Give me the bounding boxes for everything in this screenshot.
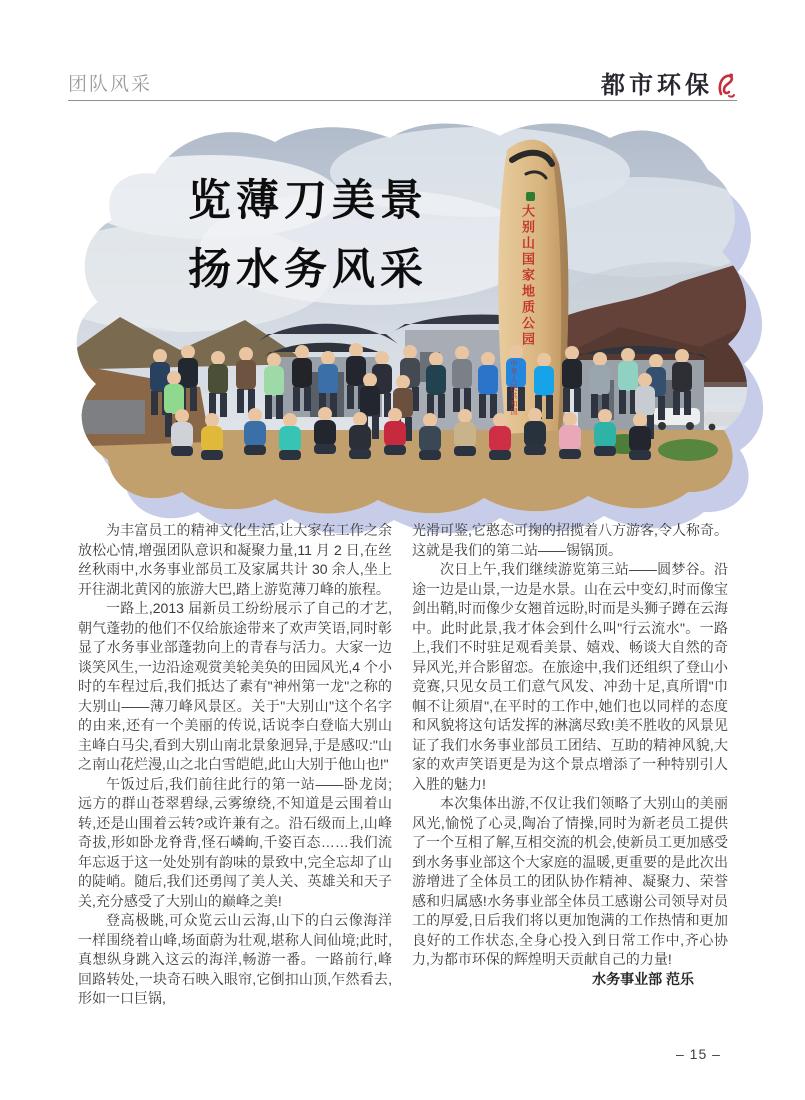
monument-sub-inscription: 中华人民共和国	[510, 360, 517, 416]
logo-bird-icon	[715, 72, 737, 100]
monument-inscription: 大别山国家地质公园	[520, 204, 535, 348]
feature-photo	[60, 112, 776, 540]
magazine-logo	[601, 72, 737, 98]
article-left-column	[78, 521, 392, 1009]
photo-title-line1: 览薄刀美景	[188, 178, 428, 225]
article-byline: 水务事业部 范乐	[592, 970, 694, 987]
paragraph-4-continued: 光滑可鉴,它憨态可掬的招揽着八方游客,令人称奇。这就是我们的第二站——锡锅顶。	[412, 522, 728, 558]
photo-title	[188, 168, 428, 306]
header-divider	[68, 100, 737, 101]
paragraph-1: 为丰富员工的精神文化生活,让大家在工作之余放松心情,增强团队意识和凝聚力量,11 月 2 日,在丝丝秋雨中,水务事业部员工及家属共计 30 余人,坐上开往湖北黄冈的旅游大巴,踏上游览薄刀峰的旅程。	[78, 522, 392, 597]
paragraph-3: 午饭过后,我们前往此行的第一站——卧龙岗;远方的群山苍翠碧绿,云雾缭绕,不知道是云围着山转,还是山围着云转?或许兼有之。沿石级而上,山峰奇拔,形如卧龙脊背,怪石嶙峋,千姿百态……我们流年忘返于这一处处别有韵味的景致中,完全忘却了山的陡峭。随后,我们还勇闯了美人关、英雄关和天子关,充分感受了大别山的巅峰之美!	[78, 775, 392, 909]
page-header	[68, 66, 737, 100]
paragraph-2: 一路上,2013 届新员工纷纷展示了自己的才艺,朝气蓬勃的他们不仅给旅途带来了欢声笑语,同时彰显了水务事业部蓬勃向上的青春与活力。大家一边谈笑风生,一边沿途观赏美轮美奂的田园风光,4 个小时的车程过后,我们抵达了素有"神州第一龙"之称的大别山——薄刀峰风景区。关于"大别山"这个名字的由来,还有一个美丽的传说,话说李白登临大别山主峰白马尖,看到大别山南北景象迥异,于是感叹:"山之南山花烂漫,山之北白雪皑皑,此山大别于他山也!"	[78, 600, 392, 772]
article-right-column	[412, 521, 728, 989]
logo-text: 都市环保	[601, 72, 713, 99]
section-title: 团队风采	[68, 74, 153, 95]
page-number: – 15 –	[676, 1046, 721, 1062]
paragraph-4: 登高极眺,可众览云山云海,山下的白云像海洋一样围绕着山峰,场面蔚为壮观,堪称人间仙境;此时,真想纵身跳入这云的海洋,畅游一番。一路前行,峰回路转处,一块奇石映入眼帘,它倒扣山顶,乍然看去,形如一口巨锅,	[78, 912, 392, 1006]
paragraph-6: 本次集体出游,不仅让我们领略了大别山的美丽风光,愉悦了心灵,陶冶了情操,同时为新老员工提供了一个互相了解,互相交流的机会,使新员工更加感受到水务事业部这个大家庭的温暖,更重要的是此次出游增进了全体员工的团队协作精神、凝聚力、荣誉感和归属感!水务事业部全体员工感谢公司领导对员工的厚爱,日后我们将以更加饱满的工作热情和更加良好的工作状态,全身心投入到日常工作中,齐心协力,为都市环保的辉煌明天贡献自己的力量!	[412, 795, 728, 967]
photo-title-line2: 扬水务风采	[188, 246, 428, 294]
paragraph-5: 次日上午,我们继续游览第三站——圆梦谷。沿途一边是山景,一边是水景。山在云中变幻,时而像宝剑出鞘,时而像少女翘首远盼,时而是头狮子蹲在云海中。此时此景,我才体会到什么叫"行云流水"。一路上,我们不时驻足观看美景、嬉戏、畅谈大自然的奇异风光,并合影留恋。在旅途中,我们还组织了登山小竞赛,只见女员工们意气风发、冲劲十足,真所谓"巾帼不让须眉",在平时的工作中,她们也以同样的态度和风貌将这句话发挥的淋漓尽致!美不胜收的风景见证了我们水务事业部员工团结、互助的精神风貌,大家的欢声笑语更是为这个景点增添了一种特别引人入胜的魅力!	[412, 561, 728, 792]
